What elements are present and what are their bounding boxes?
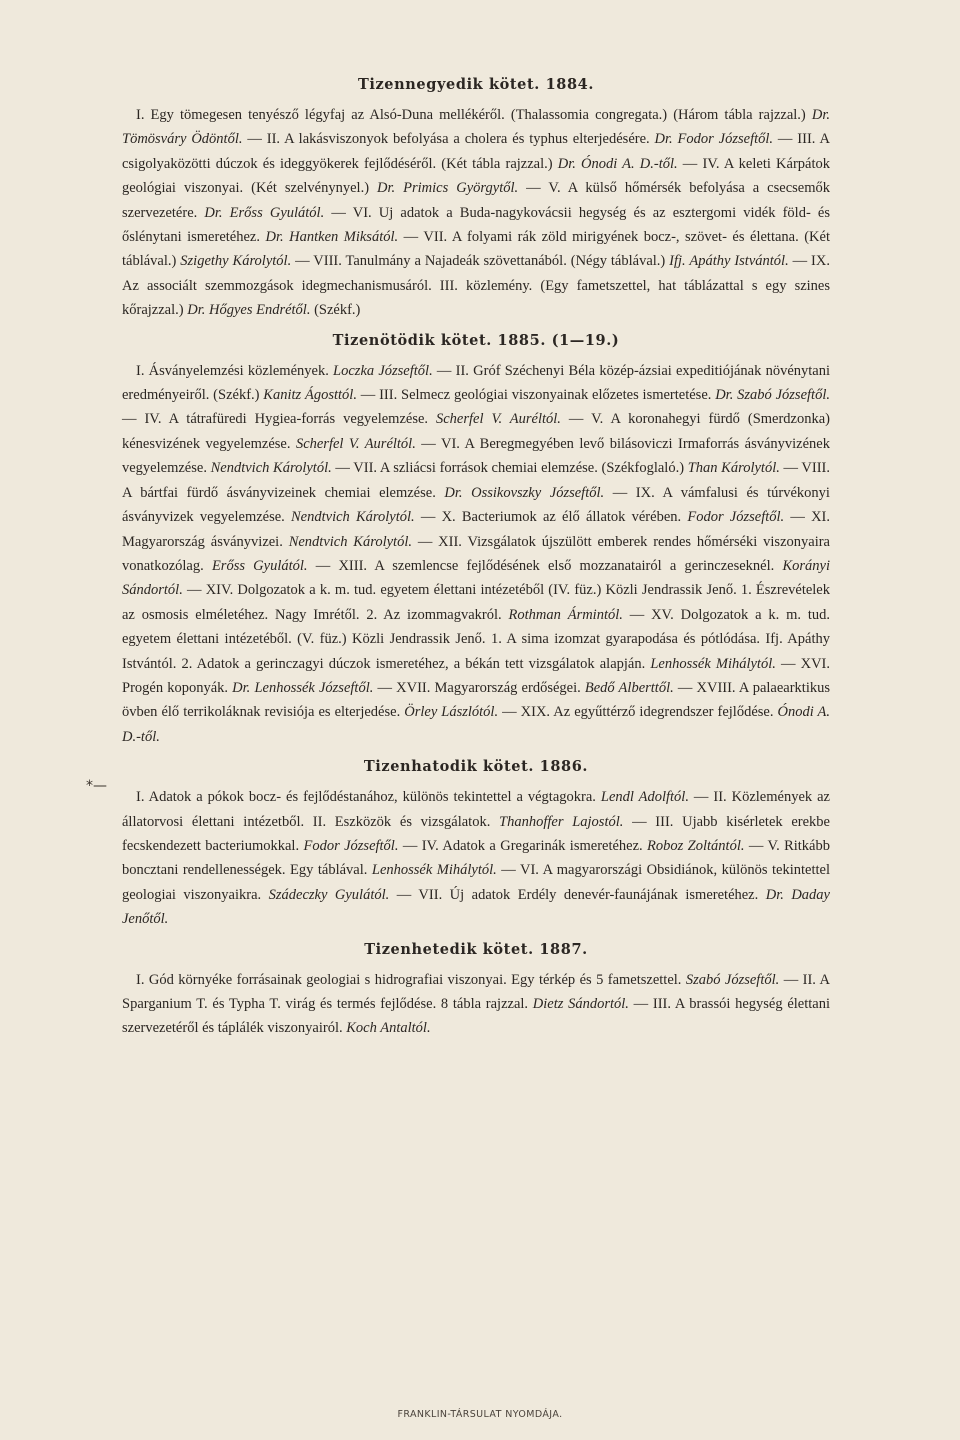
entry-text: — XVI. Progén koponyák. <box>122 655 830 696</box>
author-name: Than Károlytól. <box>687 460 780 477</box>
entry-text: — IX. Az associált szemmozgások idegmechanismusáról. III. közlemény. (Egy fametszettel, hat táblázattal s egy szines kőrajzzal.) <box>122 253 830 319</box>
entry-text: — IX. A vámfalusi és túrvékonyi ásványvizek vegyelemzése. <box>122 484 830 526</box>
author-name: Dr. Fodor Józseftől. <box>654 131 774 148</box>
author-name: Dr. Erőss Gyulától. <box>204 204 325 221</box>
entry-text: — II. Gróf Széchenyi Béla közép-ázsiai expeditiójának növénytani eredményeiről. (Székf.) <box>122 362 830 404</box>
entry-text: — III. A csigolyaközötti dúczok és ideggyökerek fejlődéséről. (Két tábla rajzzal.) <box>122 131 830 172</box>
entry-text: (Székf.) <box>310 302 361 319</box>
section-1887 <box>122 941 830 1041</box>
author-name: Erőss Gyulától. <box>211 557 308 574</box>
entry-text: I. Adatok a pókok bocz- és fejlődéstanához, különös tekintettel a végtagokra. <box>136 789 601 806</box>
entry-text: — VI. Uj adatok a Buda-nagykovácsii hegység és az esztergomi vidék föld- és őslénytani ismeretéhez. <box>122 204 830 246</box>
entry-text: — XIII. A szemlencse fejlődésének első mozzanatairól a gerinczeseknél. <box>307 557 783 574</box>
author-name: Fodor Józseftől. <box>687 509 785 526</box>
author-name: Lenhossék Mihálytól. <box>371 862 497 879</box>
author-name: Thanhoffer Lajostól. <box>499 813 624 830</box>
margin-mark: *— <box>86 778 107 794</box>
entry-text: — XIV. Dolgozatok a k. m. tud. egyetem élettani intézetéből (IV. füz.) Közli Jendrassik Jenő. 1. Észrevételek az osmosis elméletéhez. Nagy Imrétől. 2. Az izommagvakról. <box>122 582 830 623</box>
entry-text: — XVIII. A palaearktikus övben élő terrikoláknak revisiója es elterjedése. <box>122 679 830 721</box>
author-name: Nendtvich Károlytól. <box>291 509 415 526</box>
page-body <box>122 76 830 1050</box>
author-name: Dr. Ossikovszky Józseftől. <box>444 484 605 501</box>
volume-title: Tizenhetedik kötet. 1887. <box>364 940 588 958</box>
author-name: Fodor Józseftől. <box>303 837 399 854</box>
entry-text: I. Egy tömegesen tenyésző légyfaj az Alsó-Duna mellékéről. (Thalassomia congregata.) (Három tábla rajzzal.) <box>136 107 812 123</box>
entry-text: — V. A külső hőmérsék befolyása a csecsemők szervezetére. <box>122 180 830 221</box>
entry-text: I. Gód környéke forrásainak geologiai s hidrografiai viszonyai. Egy térkép és 5 fametszettel. <box>136 971 686 988</box>
author-name: Dr. Hőgyes Endrétől. <box>187 302 311 319</box>
author-name: Koch Antaltól. <box>346 1020 431 1037</box>
section-1884 <box>122 76 830 323</box>
volume-title: Tizenhatodik kötet. 1886. <box>363 758 589 776</box>
author-name: Dietz Sándortól. <box>532 996 629 1012</box>
author-name: Szádeczky Gyulától. <box>268 886 390 903</box>
author-name: Lendl Adolftól. <box>600 789 689 806</box>
author-name: Ónodi A. D.-től. <box>122 704 830 745</box>
author-name: Dr. Hantken Miksától. <box>265 229 399 246</box>
entry-text: — XII. Vizsgálatok újszülött emberek rendes hőmérséki viszonyaira vonatkozólag. <box>122 533 830 574</box>
printer-footer: FRANKLIN-TÁRSULAT NYOMDÁJA. <box>397 1409 563 1420</box>
entry-text: — III. Ujabb kisérletek erekbe fecskendezett bacteriumokkal. <box>122 813 830 854</box>
entry-text: — VIII. Tanulmány a Najadeák szövettanából. (Négy táblával.) <box>291 253 670 270</box>
author-name: Dr. Daday Jenőtől. <box>122 886 830 928</box>
entry-text: I. Ásványelemzési közlemények. <box>136 362 334 379</box>
entry-text: — VIII. A bártfai fürdő ásványvizeinek chemiai elemzése. <box>122 460 830 501</box>
entry-text: — IV. A tátrafüredi Hygiea-forrás vegyelemzése. <box>122 411 436 428</box>
entry-text: — IV. Adatok a Gregarinák ismeretéhez. <box>398 837 648 854</box>
entry-text: — II. Közlemények az állatorvosi élettani intézetből. II. Eszközök és vizsgálatok. <box>122 789 830 830</box>
entry-text: — III. A brassói hegység élettani szervezetéről és táplálék viszonyairól. <box>122 996 830 1037</box>
entry-text: — XI. Magyarország ásványvizei. <box>122 509 830 550</box>
author-name: Dr. Primics Györgytől. <box>377 180 519 197</box>
author-name: Szigethy Károlytól. <box>180 253 292 270</box>
author-name: Scherfel V. Auréltól. <box>436 411 561 428</box>
section-1886 <box>122 758 830 931</box>
author-name: Dr. Lenhossék Józseftől. <box>232 679 374 696</box>
entry-text: — VII. A szliácsi források chemiai elemzése. (Székfoglaló.) <box>331 460 688 477</box>
author-name: Korányi Sándortól. <box>122 557 830 599</box>
author-name: Nendtvich Károlytól. <box>288 533 412 550</box>
entry-text: — X. Bacteriumok az élő állatok vérében. <box>414 509 688 526</box>
volume-title: Tizenötödik kötet. 1885. (1—19.) <box>332 331 620 349</box>
entry-text: — VII. A folyami rák zöld mirigyének bocz-, szövet- és élettana. (Két táblával.) <box>122 229 830 270</box>
entry-text: — XV. Dolgozatok a k. m. tud. egyetem élettani intézetéből. (V. füz.) Közli Jendrassik Jenő. 1. A sima izomzat gyarapodása és pótlódása. Ifj. Apáthy Istvántól. 2. Adatok a gerinczagyi dúczok ismeretéhez, a békán tett vizsgálatok alapján. <box>122 606 831 672</box>
volume-contents <box>122 785 830 931</box>
entry-text: — III. Selmecz geológiai viszonyainak előzetes ismertetése. <box>356 387 716 404</box>
author-name: Nendtvich Károlytól. <box>210 460 332 477</box>
entry-text: — VI. A Beregmegyében levő bilásoviczi Irmaforrás ásványvizének vegyelemzése. <box>122 435 830 477</box>
volume-contents <box>122 968 830 1041</box>
entry-text: — V. A koronahegyi fürdő (Smerdzonka) kénesvizének vegyelemzése. <box>122 411 831 452</box>
entry-text: — IV. A keleti Kárpátok geológiai viszonyai. (Két szelvénynyel.) <box>122 155 830 197</box>
volume-title: Tizennegyedik kötet. 1884. <box>357 76 595 93</box>
volume-contents <box>122 359 830 750</box>
author-name: Dr. Ónodi A. D.-től. <box>557 155 678 172</box>
author-name: Dr. Szabó Józseftől. <box>715 387 830 404</box>
entry-text: — VII. Új adatok Erdély denevér-faunájának ismeretéhez. <box>389 886 766 903</box>
entry-text: — II. A Sparganium T. és Typha T. virág és termés fejlődése. 8 tábla rajzzal. <box>122 971 830 1012</box>
author-name: Bedő Alberttől. <box>584 679 674 696</box>
entry-text: — VI. A magyarországi Obsidiánok, különös tekintettel geologiai viszonyaikra. <box>122 862 830 903</box>
author-name: Roboz Zoltántól. <box>647 837 745 854</box>
author-name: Ifj. Apáthy Istvántól. <box>669 253 789 270</box>
author-name: Dr. Tömösváry Ödöntől. <box>122 107 830 148</box>
entry-text: — XIX. Az egyűttérző idegrendszer fejlődése. <box>498 704 778 721</box>
section-1885 <box>122 332 830 750</box>
author-name: Szabó Józseftől. <box>685 971 780 988</box>
author-name: Rothman Ármintól. <box>508 606 623 623</box>
entry-text: — II. A lakásviszonyok befolyása a cholera és typhus elterjedésére. <box>242 131 655 148</box>
author-name: Kanitz Ágosttól. <box>263 387 357 404</box>
entry-text: — V. Ritkább boncztani rendellenességek. Egy táblával. <box>122 837 830 879</box>
volume-contents <box>122 103 830 323</box>
author-name: Loczka Józseftől. <box>333 362 433 379</box>
author-name: Lenhossék Mihálytól. <box>650 655 776 672</box>
author-name: Örley Lászlótól. <box>404 704 499 721</box>
entry-text: — XVII. Magyarország erdőségei. <box>373 679 585 696</box>
author-name: Scherfel V. Auréltól. <box>295 435 416 452</box>
